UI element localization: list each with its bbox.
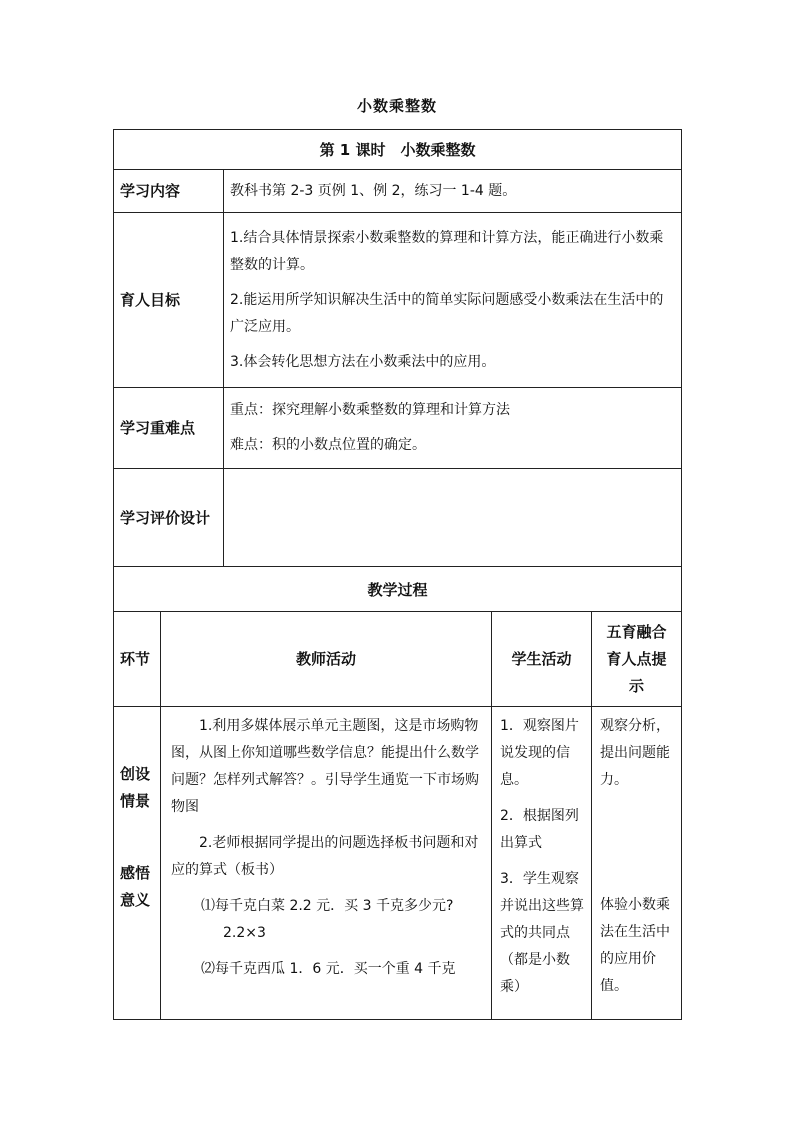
teacher-item: 2.2×3 (223, 925, 266, 941)
evaluation-content (224, 469, 682, 567)
teacher-item: ⑴每千克白菜 2.2 元．买 3 千克多少元? (201, 898, 454, 914)
evaluation-row (114, 469, 682, 567)
goal-item: 2.能运用所学知识解决生活中的简单实际问题感受小数乘法在生活中的广泛应用。 (230, 291, 664, 335)
teacher-activity-cell (161, 707, 492, 1020)
document-title: 小数乘整数 (356, 97, 437, 115)
learning-content-row (114, 170, 682, 213)
goal-item: 1.结合具体情景探索小数乘整数的算理和计算方法，能正确进行小数乘整数的计算。 (230, 229, 664, 273)
stage-label: 创设情景 (120, 765, 151, 810)
tips-cell (592, 707, 682, 1020)
student-activity-cell (492, 707, 592, 1020)
teacher-item: 1.利用多媒体展示单元主题图，这是市场购物图，从图上你知道哪些数学信息？能提出什么数学问题？怎样列式解答？。引导学生通览一下市场购物图 (171, 718, 479, 815)
learning-content-label: 学习内容 (114, 170, 224, 213)
process-title-row (114, 567, 682, 612)
stage-cell (114, 707, 161, 1020)
learning-content-text: 教科书第 2-3 页例 1、例 2，练习一 1-4 题。 (224, 170, 682, 213)
goals-content (224, 213, 682, 388)
process-content-row (114, 707, 682, 1020)
key-point-item: 重点：探究理解小数乘整数的算理和计算方法 (230, 402, 510, 418)
stage-label: 感悟意义 (120, 864, 151, 909)
lesson-title-row (114, 130, 682, 170)
tips-header: 五育融合育人点提示 (592, 612, 682, 707)
teacher-item: 2.老师根据同学提出的问题选择板书问题和对应的算式（板书） (171, 835, 479, 878)
key-points-row (114, 388, 682, 469)
goal-item: 3.体会转化思想方法在小数乘法中的应用。 (230, 353, 496, 370)
student-item: 3．学生观察并说出这些算式的共同点（都是小数乘） (500, 871, 584, 995)
lesson-plan-table (113, 129, 682, 1020)
process-title: 教学过程 (114, 567, 682, 612)
lesson-title: 第 1 课时 小数乘整数 (114, 130, 682, 170)
student-item: 1．观察图片说发现的信息。 (500, 718, 579, 788)
tips-item: 观察分析，提出问题能力。 (600, 718, 670, 788)
student-item: 2．根据图列出算式 (500, 808, 579, 851)
goals-row (114, 213, 682, 388)
process-header-row (114, 612, 682, 707)
student-activity-header: 学生活动 (492, 612, 592, 707)
stage-header: 环节 (114, 612, 161, 707)
goals-label: 育人目标 (114, 213, 224, 388)
difficulty-item: 难点：积的小数点位置的确定。 (230, 437, 426, 453)
evaluation-label: 学习评价设计 (114, 469, 224, 567)
teacher-item: ⑵每千克西瓜 1．6 元．买一个重 4 千克 (201, 961, 456, 977)
tips-item: 体验小数乘法在生活中的应用价值。 (600, 897, 670, 994)
teacher-activity-header: 教师活动 (161, 612, 492, 707)
key-points-label: 学习重难点 (114, 388, 224, 469)
key-points-content (224, 388, 682, 469)
